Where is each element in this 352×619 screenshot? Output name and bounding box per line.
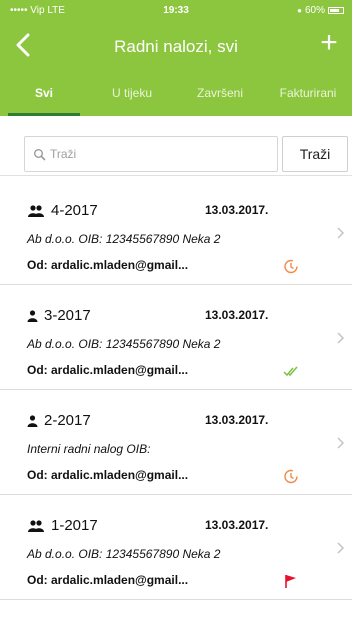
search-field[interactable]: [24, 136, 278, 172]
tab-fakturirani[interactable]: Fakturirani: [279, 86, 337, 100]
double-check-icon: [283, 363, 299, 379]
chevron-right-icon: [336, 331, 346, 345]
list-item[interactable]: [0, 495, 352, 600]
orders-list: [0, 180, 352, 600]
nav-bar: [0, 22, 352, 70]
order-description: Ab d.o.o. OIB: 12345567890 Neka 2: [27, 232, 221, 246]
chevron-right-icon: [336, 541, 346, 555]
order-description: Ab d.o.o. OIB: 12345567890 Neka 2: [27, 547, 221, 561]
battery-percent: 60%: [304, 5, 325, 16]
tab-bar: [0, 70, 352, 116]
order-title: [27, 517, 98, 534]
search-icon: [33, 148, 46, 161]
order-description: Ab d.o.o. OIB: 12345567890 Neka 2: [27, 337, 221, 351]
order-number: 4-2017: [51, 202, 98, 219]
order-description: Interni radni nalog OIB:: [27, 442, 151, 456]
person-icon: [27, 415, 38, 427]
group-icon: [27, 520, 45, 532]
order-title: [27, 307, 91, 324]
order-from: Od: ardalic.mladen@gmail...: [27, 258, 189, 272]
order-number: 2-2017: [44, 412, 91, 429]
order-number: 3-2017: [44, 307, 91, 324]
group-icon: [27, 205, 45, 217]
tab-svi[interactable]: Svi: [0, 70, 88, 116]
list-item[interactable]: [0, 285, 352, 390]
clock-icon: [283, 468, 299, 484]
list-item[interactable]: [0, 390, 352, 495]
tab-u-tijeku[interactable]: U tijeku: [111, 86, 152, 100]
list-item[interactable]: [0, 180, 352, 285]
order-date: 13.03.2017.: [205, 413, 269, 427]
battery-icon: [328, 7, 344, 14]
search-button[interactable]: Traži: [282, 136, 348, 172]
status-bar: [0, 0, 352, 22]
order-from: Od: ardalic.mladen@gmail...: [27, 468, 189, 482]
order-title: [27, 412, 91, 429]
clock-icon: [283, 258, 299, 274]
alarm-icon: ●: [297, 6, 302, 15]
tab-zavrseni[interactable]: Završeni: [196, 86, 243, 100]
order-from: Od: ardalic.mladen@gmail...: [27, 363, 189, 377]
battery-indicator: [297, 5, 344, 16]
chevron-right-icon: [336, 436, 346, 450]
search-input[interactable]: [50, 147, 250, 161]
order-date: 13.03.2017.: [205, 308, 269, 322]
flag-icon: [283, 573, 299, 589]
page-title: Radni nalozi, svi: [114, 37, 238, 56]
search-area: [0, 116, 352, 176]
order-date: 13.03.2017.: [205, 518, 269, 532]
clock-text: 19:33: [163, 5, 189, 16]
order-date: 13.03.2017.: [205, 203, 269, 217]
person-icon: [27, 310, 38, 322]
chevron-right-icon: [336, 226, 346, 240]
carrier-text: ••••• Vip LTE: [10, 5, 65, 16]
order-title: [27, 202, 98, 219]
order-from: Od: ardalic.mladen@gmail...: [27, 573, 189, 587]
add-button[interactable]: [314, 26, 344, 60]
plus-icon: +: [320, 26, 338, 59]
order-number: 1-2017: [51, 517, 98, 534]
